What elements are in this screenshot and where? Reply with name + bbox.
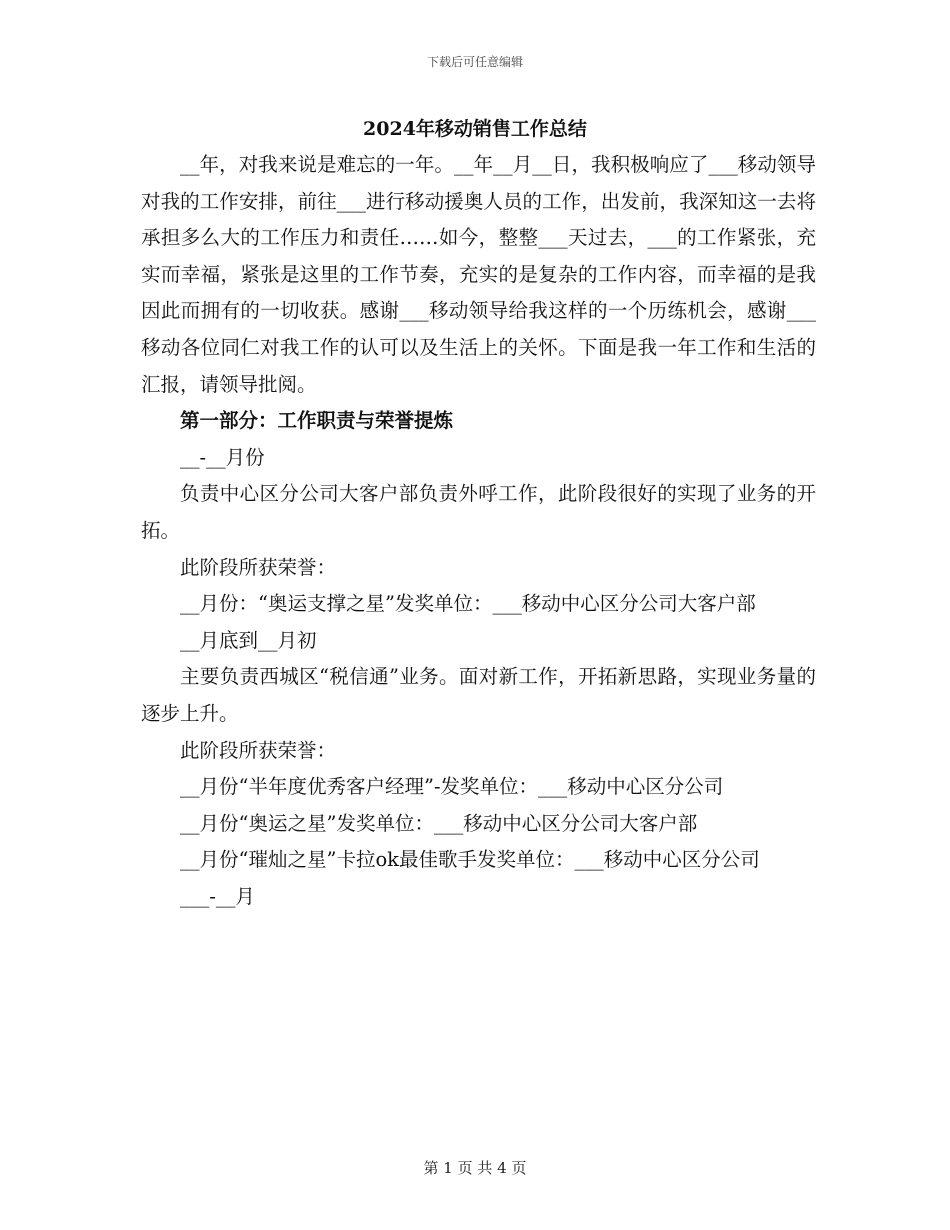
honor-item: __月份“璀灿之星”卡拉ok最佳歌手发奖单位：___移动中心区分公司 bbox=[180, 848, 760, 872]
body-paragraph: 主要负责西城区“税信通”业务。面对新工作，开拓新思路，实现业务量的逐步上升。 bbox=[141, 665, 816, 725]
honor-item: __月份“半年度优秀客户经理”-发奖单位：___移动中心区分公司 bbox=[180, 775, 724, 799]
page-number-footer: 第 1 页 共 4 页 bbox=[423, 1159, 527, 1177]
period-label: __月底到__月初 bbox=[180, 628, 317, 652]
body-paragraph: 负责中心区分公司大客户部负责外呼工作，此阶段很好的实现了业务的开拓。 bbox=[141, 482, 816, 542]
page-header-note: 下载后可任意编辑 bbox=[426, 55, 523, 69]
period-label: ___-__月 bbox=[180, 884, 255, 908]
honors-label: 此阶段所获荣誉： bbox=[180, 738, 337, 762]
section-heading: 第一部分：工作职责与荣誉提炼 bbox=[180, 409, 454, 433]
honor-item: __月份：“奥运支撑之星”发奖单位：___移动中心区分公司大客户部 bbox=[180, 592, 756, 616]
honors-label: 此阶段所获荣誉： bbox=[180, 555, 337, 579]
period-label: __-__月份 bbox=[180, 445, 265, 469]
document-body bbox=[141, 147, 816, 915]
honor-item: __月份“奥运之星”发奖单位：___移动中心区分公司大客户部 bbox=[180, 811, 698, 835]
document-title: 2024年移动销售工作总结 bbox=[363, 118, 587, 140]
intro-paragraph: __年，对我来说是难忘的一年。__年__月__日，我积极响应了___移动领导对我的工作安排，前往___进行移动援奥人员的工作，出发前，我深知这一去将承担多么大的工作压力和责任……如今，整整___天过去，___的工作紧张，充实而幸福，紧张是这里的工作节奏，充实的是复杂的工作内容，而幸福的是我因此而拥有的一切收获。感谢___移动领导给我这样的一个历练机会，感谢___移动各位同仁对我工作的认可以及生活上的关怀。下面是我一年工作和生活的汇报，请领导批阅。 bbox=[141, 153, 816, 396]
